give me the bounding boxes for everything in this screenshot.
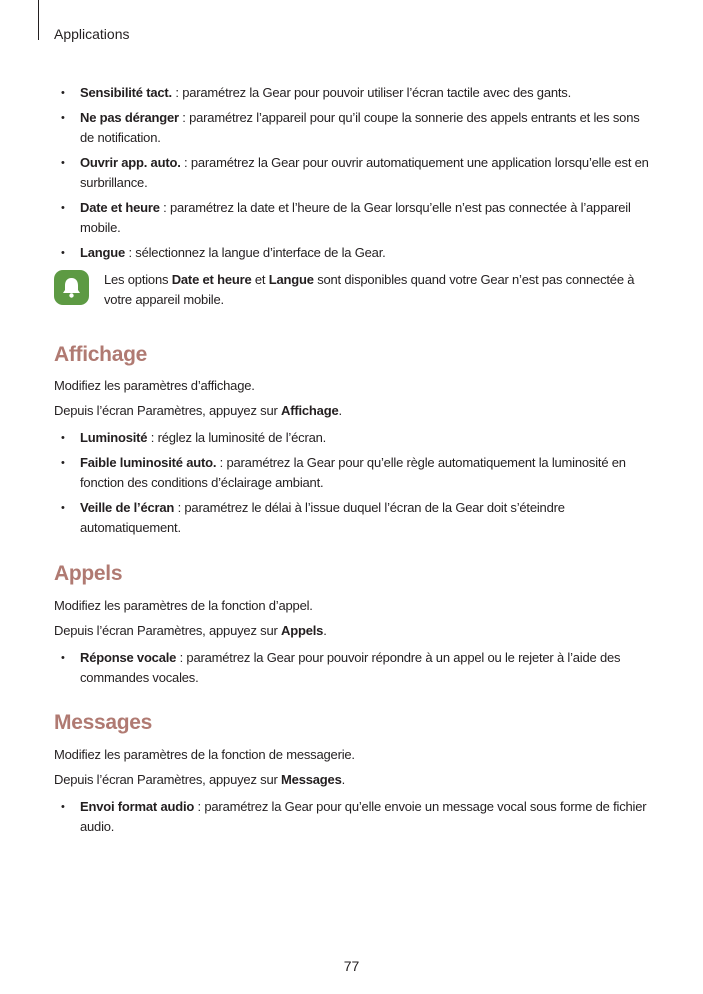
note-pre: Les options bbox=[104, 272, 172, 287]
item-term: Sensibilité tact. bbox=[80, 85, 172, 100]
item-term: Réponse vocale bbox=[80, 650, 177, 665]
item-desc: : paramétrez la Gear pour qu’elle envoie un message vocal sous forme de fichier audio. bbox=[80, 799, 647, 834]
item-desc: : sélectionnez la langue d’interface de la Gear. bbox=[125, 245, 386, 260]
bell-icon bbox=[54, 270, 89, 305]
note-bold-2: Langue bbox=[268, 272, 314, 287]
item-term: Veille de l’écran bbox=[80, 500, 175, 515]
path-pre: Depuis l’écran Paramètres, appuyez sur bbox=[54, 772, 282, 787]
note-mid: et bbox=[251, 272, 269, 287]
item-desc: : paramétrez la Gear pour pouvoir répondre à un appel ou le rejeter à l’aide des commandes vocales. bbox=[80, 650, 621, 685]
note-text bbox=[104, 270, 654, 310]
item-desc: : paramétrez la Gear pour pouvoir utiliser l’écran tactile avec des gants. bbox=[171, 85, 572, 100]
appels-list bbox=[54, 648, 654, 693]
item-term: Envoi format audio bbox=[80, 799, 195, 814]
item-term: Langue bbox=[80, 245, 126, 260]
header-rule bbox=[38, 0, 39, 40]
appels-path bbox=[54, 621, 327, 641]
heading-appels: Appels bbox=[54, 562, 123, 585]
path-post: . bbox=[338, 403, 342, 418]
section-label: Applications bbox=[54, 26, 130, 42]
heading-messages: Messages bbox=[54, 711, 152, 734]
item-term: Luminosité bbox=[80, 430, 148, 445]
path-post: . bbox=[323, 623, 327, 638]
list-item bbox=[54, 83, 654, 103]
list-item bbox=[54, 428, 654, 448]
messages-path bbox=[54, 770, 345, 790]
messages-intro: Modifiez les paramètres de la fonction de messagerie. bbox=[54, 747, 355, 762]
item-desc: : paramétrez la Gear pour ouvrir automatiquement une application lorsqu’elle est en surbrillance. bbox=[80, 155, 649, 190]
item-term: Date et heure bbox=[80, 200, 160, 215]
item-term: Ouvrir app. auto. bbox=[80, 155, 181, 170]
item-desc: : paramétrez la date et l’heure de la Gear lorsqu’elle n’est pas connectée à l’appareil mobile. bbox=[80, 200, 631, 235]
bullet: • bbox=[61, 157, 65, 169]
list-item bbox=[54, 108, 654, 148]
settings-list-top bbox=[54, 83, 654, 268]
bullet: • bbox=[61, 502, 65, 514]
bullet: • bbox=[61, 202, 65, 214]
item-desc: : paramétrez l’appareil pour qu’il coupe la sonnerie des appels entrants et les sons de notification. bbox=[80, 110, 640, 145]
bullet: • bbox=[61, 652, 65, 664]
path-bold: Appels bbox=[281, 623, 324, 638]
list-item bbox=[54, 453, 654, 493]
item-desc: : paramétrez la Gear pour qu’elle règle automatiquement la luminosité en fonction des conditions d’éclairage ambiant. bbox=[80, 455, 626, 490]
item-term: Faible luminosité auto. bbox=[80, 455, 217, 470]
bullet: • bbox=[61, 247, 65, 259]
list-item bbox=[54, 498, 654, 538]
item-desc: : réglez la luminosité de l’écran. bbox=[147, 430, 327, 445]
note-bold-1: Date et heure bbox=[171, 272, 252, 287]
appels-intro: Modifiez les paramètres de la fonction d’appel. bbox=[54, 598, 313, 613]
item-term: Ne pas déranger bbox=[80, 110, 179, 125]
item-desc: : paramétrez le délai à l’issue duquel l’écran de la Gear doit s’éteindre automatiquement. bbox=[80, 500, 565, 535]
list-item bbox=[54, 153, 654, 193]
bullet: • bbox=[61, 112, 65, 124]
affichage-path bbox=[54, 401, 342, 421]
list-item bbox=[54, 797, 654, 837]
path-pre: Depuis l’écran Paramètres, appuyez sur bbox=[54, 623, 282, 638]
bullet: • bbox=[61, 87, 65, 99]
list-item bbox=[54, 648, 654, 688]
path-pre: Depuis l’écran Paramètres, appuyez sur bbox=[54, 403, 282, 418]
affichage-intro: Modifiez les paramètres d’affichage. bbox=[54, 378, 255, 393]
list-item bbox=[54, 198, 654, 238]
page-number: 77 bbox=[343, 958, 360, 974]
bullet: • bbox=[61, 801, 65, 813]
bullet: • bbox=[61, 432, 65, 444]
heading-affichage: Affichage bbox=[54, 343, 147, 366]
path-post: . bbox=[341, 772, 346, 787]
affichage-list bbox=[54, 428, 654, 543]
note-post: sont disponibles quand votre Gear n’est pas connectée à votre appareil mobile. bbox=[104, 272, 635, 307]
note-icon bbox=[54, 270, 89, 305]
messages-list bbox=[54, 797, 654, 842]
bullet: • bbox=[61, 457, 65, 469]
path-bold: Affichage bbox=[281, 403, 339, 418]
path-bold: Messages bbox=[281, 772, 342, 787]
list-item bbox=[54, 243, 654, 263]
